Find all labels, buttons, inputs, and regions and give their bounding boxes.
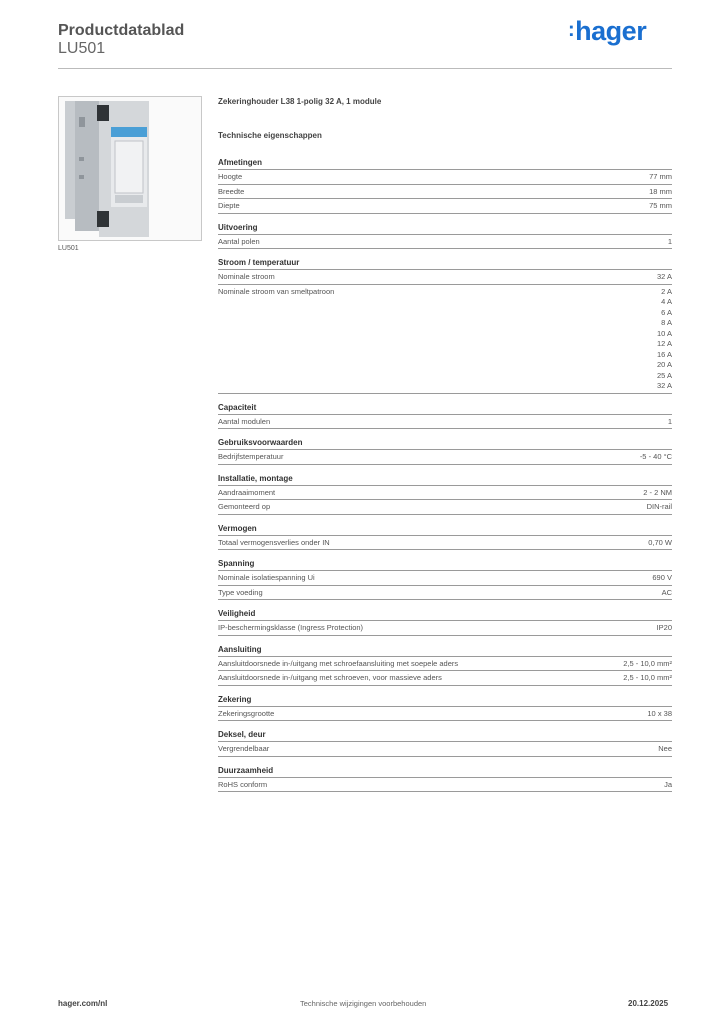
spec-section [218,473,672,515]
spec-label: RoHS conform [218,779,268,789]
spec-section-title: Aansluiting [218,644,672,657]
spec-label: Gemonteerd op [218,502,271,511]
spec-label: Nominale stroom van smeltpatroon [218,286,335,296]
spec-value: 77 mm [649,172,672,181]
spec-row [218,235,672,250]
spec-section [218,644,672,686]
spec-section-title: Veiligheid [218,608,672,621]
logo-text: hager [575,16,647,46]
spec-value: Ja [664,779,672,789]
spec-value: 8 A [661,318,672,327]
spec-row [218,621,672,636]
spec-section-title: Deksel, deur [218,729,672,742]
spec-label: Bedrijfstemperatuur [218,452,284,461]
fuse-holder-icon [59,97,201,240]
page-title: Productdatablad [58,22,185,39]
brand-logo [568,16,646,47]
footer-website[interactable]: hager.com/nl [58,999,108,1008]
spec-value: 10 A [656,328,672,338]
spec-section [218,157,672,214]
specifications-list [218,157,672,800]
spec-row [218,415,672,430]
spec-row [218,671,672,686]
spec-row [218,450,672,465]
spec-value: 75 mm [649,201,672,210]
spec-row [218,536,672,551]
spec-label: IP-beschermingsklasse (Ingress Protection) [218,623,364,632]
spec-row [218,270,672,285]
spec-value: AC [661,587,672,597]
spec-value: 32 A [656,272,672,281]
spec-row [218,778,672,793]
spec-value: 32 A [656,381,672,390]
spec-section [218,257,672,394]
spec-row [218,500,672,515]
spec-label: Hoogte [218,172,243,181]
spec-value: 1 [667,236,672,246]
spec-value-list [657,287,672,392]
spec-value: 16 A [656,349,672,359]
spec-value: 690 V [652,573,672,582]
spec-value: IP20 [656,623,672,632]
spec-label: Type voeding [218,587,263,597]
spec-row [218,571,672,586]
product-photo [58,96,202,241]
spec-row [218,657,672,672]
spec-section [218,608,672,636]
spec-label: Aandraaimoment [218,487,276,497]
spec-label: Aantal polen [218,236,260,246]
spec-value: DIN-rail [646,502,672,511]
photo-caption: LU501 [58,245,79,252]
spec-label: Diepte [218,201,240,210]
spec-row [218,742,672,757]
spec-value: 1 [667,416,672,426]
spec-label: Zekeringsgrootte [218,708,275,718]
spec-section [218,523,672,551]
spec-label: Nominale isolatiespanning Ui [218,573,315,582]
spec-value: 2,5 - 10,0 mm² [623,658,672,668]
spec-section-title: Gebruiksvoorwaarden [218,437,672,450]
spec-label: Aansluitdoorsnede in-/uitgang met schroefaansluiting met soepele aders [218,658,459,668]
spec-label: Vergrendelbaar [218,744,270,753]
spec-value: 25 A [656,370,672,380]
spec-row [218,285,672,394]
spec-section-title: Stroom / temperatuur [218,257,672,270]
spec-value: 2 - 2 NM [643,487,672,497]
spec-value: 2 A [661,286,672,296]
spec-section [218,729,672,757]
spec-value: 4 A [661,297,672,306]
product-code: LU501 [58,40,106,57]
spec-section [218,437,672,465]
header-divider [58,68,672,69]
spec-section-title: Uitvoering [218,222,672,235]
spec-label: Aansluitdoorsnede in-/uitgang met schroeven, voor massieve aders [218,673,442,682]
spec-value: 2,5 - 10,0 mm² [623,673,672,682]
spec-section-title: Spanning [218,558,672,571]
spec-section [218,222,672,250]
spec-value: 0,70 W [648,537,672,547]
spec-row [218,185,672,200]
footer-date: 20.12.2025 [628,999,669,1008]
spec-label: Aantal modulen [218,416,271,426]
spec-row [218,170,672,185]
spec-value: 6 A [661,307,672,317]
spec-section-title: Zekering [218,694,672,707]
spec-value: 10 x 38 [647,708,672,718]
spec-section-title: Capaciteit [218,402,672,415]
spec-section [218,558,672,600]
spec-row [218,586,672,601]
spec-section-title: Installatie, montage [218,473,672,486]
spec-value: -5 - 40 °C [639,452,672,461]
spec-section-title: Afmetingen [218,157,672,170]
product-description: Zekeringhouder L38 1-polig 32 A, 1 module [218,97,382,106]
spec-section-title: Vermogen [218,523,672,536]
spec-value: 18 mm [649,186,672,196]
spec-section-title: Duurzaamheid [218,765,672,778]
spec-section [218,694,672,722]
spec-value: 12 A [656,339,672,348]
footer-notice: Technische wijzigingen voorbehouden [300,999,427,1008]
spec-row [218,199,672,214]
spec-label: Totaal vermogensverlies onder IN [218,537,330,547]
spec-row [218,486,672,501]
spec-section [218,765,672,793]
technical-heading: Technische eigenschappen [218,131,322,140]
spec-label: Breedte [218,186,245,196]
spec-label: Nominale stroom [218,272,275,281]
spec-section [218,402,672,430]
logo-dots-icon: : [568,19,575,41]
spec-row [218,707,672,722]
spec-value: Nee [658,744,672,753]
spec-value: 20 A [656,360,672,369]
